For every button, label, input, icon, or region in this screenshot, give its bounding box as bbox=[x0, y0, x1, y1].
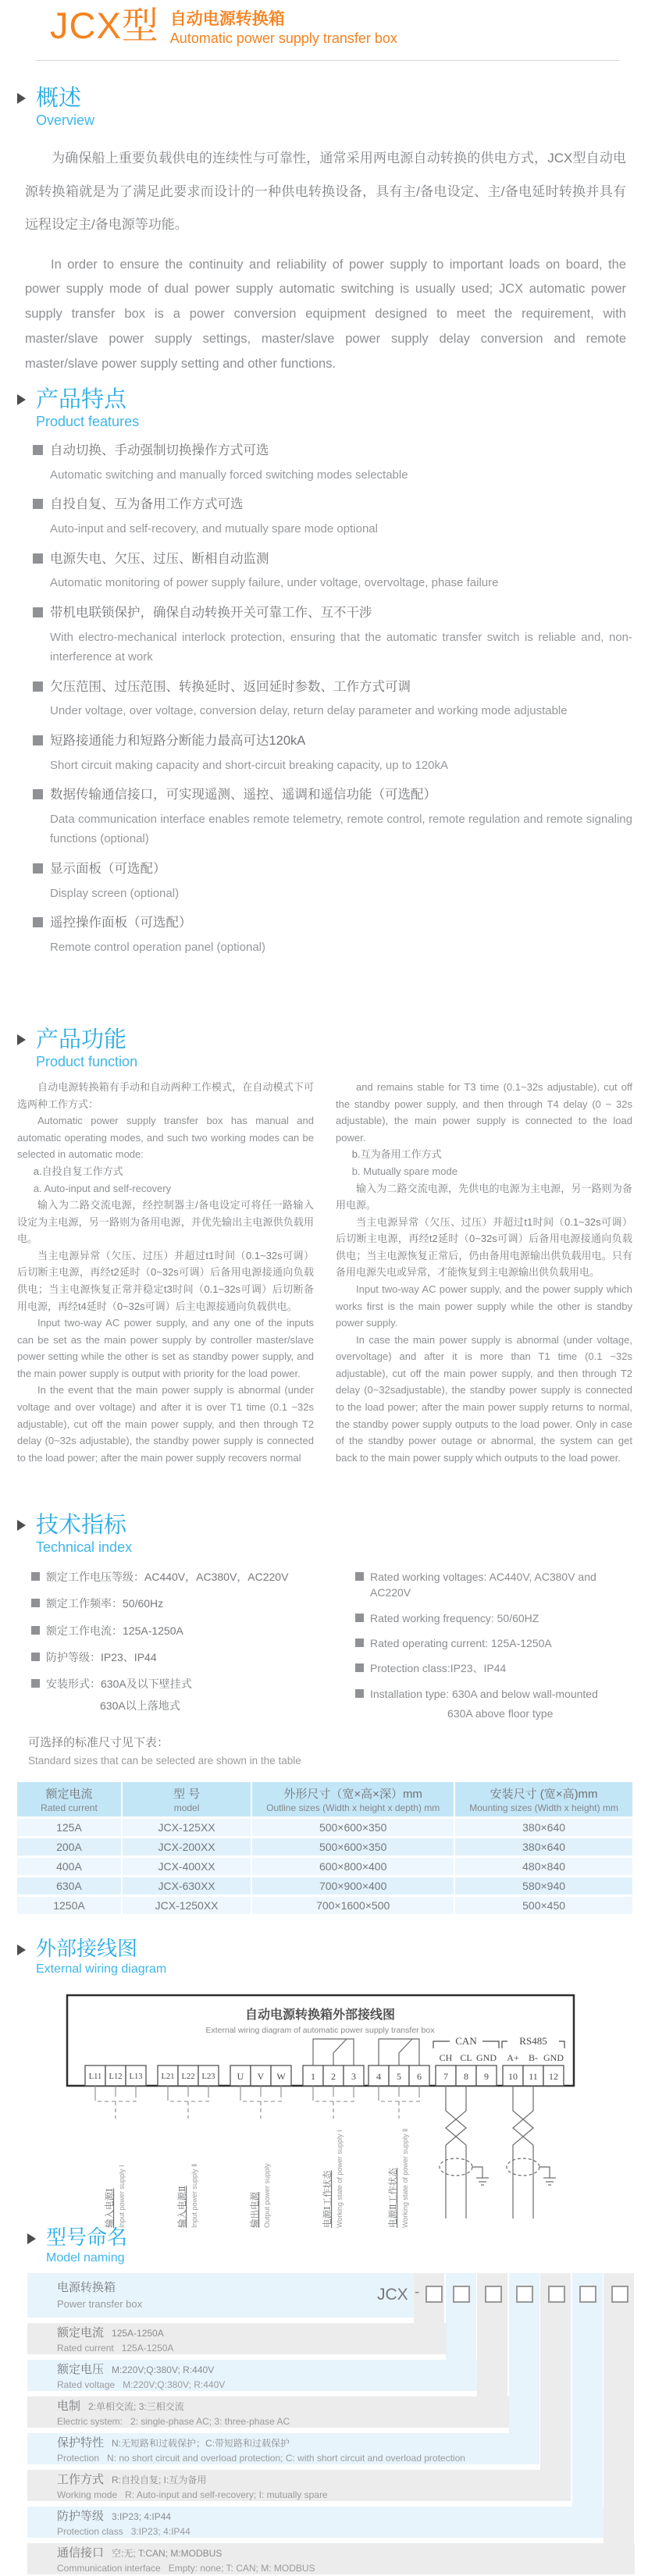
pin-label: B- bbox=[529, 2052, 538, 2064]
model-row: 电源转换箱 Power transfer box bbox=[27, 2273, 414, 2318]
square-bullet-icon bbox=[33, 445, 43, 455]
square-bullet-icon bbox=[355, 1663, 364, 1672]
spec-item: 额定工作电流：125A-1250A bbox=[31, 1623, 355, 1638]
functions-columns bbox=[17, 1079, 632, 1500]
group-label-en: Output power supply bbox=[263, 2163, 271, 2229]
table-header-row bbox=[17, 1782, 632, 1816]
paragraph: a.自投自复工作方式 bbox=[33, 1165, 123, 1177]
group-label-en: Working state of power supply Ⅰ bbox=[336, 2129, 344, 2229]
spec-item: Rated operating current: 125A-1250A bbox=[355, 1635, 628, 1651]
diagram-title-zh: 自动电源转换箱外部接线图 bbox=[244, 2008, 396, 2023]
feature-item-en: Automatic monitoring of power supply failure, under voltage, overvoltage, phase failure bbox=[50, 576, 499, 590]
group-labels bbox=[104, 2129, 409, 2228]
section-model-naming bbox=[27, 2226, 635, 2574]
col-header: 额定电流 Rated current bbox=[17, 1782, 121, 1816]
feature-item: 短路接通能力和短路分断能力最高可达120kA bbox=[33, 731, 632, 751]
technical-heading-zh: 技术指标 bbox=[36, 1513, 127, 1538]
spec-item: Installation type: 630A and below wall-mounted bbox=[355, 1686, 628, 1702]
group-label-zh: 输入电源Ⅰ bbox=[105, 2188, 115, 2229]
table-row: 200A JCX-200XX 500×600×350 380×640 bbox=[17, 1838, 632, 1856]
spec-item: Protection class:IP23、IP44 bbox=[355, 1660, 628, 1676]
model-digit-box bbox=[453, 2286, 470, 2303]
square-bullet-icon bbox=[355, 1572, 364, 1581]
paragraph: Input two-way AC power supply, and any one of the inputs can be set as the main power supply by controller master/slave power setting while the other is set as standby power supply, and the main power supply is output with priority for the load power. bbox=[17, 1317, 314, 1379]
section-technical bbox=[17, 1513, 632, 1767]
square-bullet-icon bbox=[33, 789, 43, 799]
paragraph: Input two-way AC power supply, and the power supply which works first is the main power supply while the other is standby power supply. bbox=[336, 1283, 632, 1329]
group-label-en: Working state of power supply Ⅱ bbox=[401, 2128, 409, 2229]
model-digit-box bbox=[425, 2286, 443, 2303]
feature-item-en: With electro-mechanical interlock protection, ensuring that the automatic transfer switch is reliable and, non-interference at work bbox=[50, 630, 632, 664]
terminal-label: L22 bbox=[181, 2073, 195, 2082]
terminal-label: L23 bbox=[201, 2073, 215, 2082]
table-row: 400A JCX-400XX 600×800×400 480×840 bbox=[17, 1858, 632, 1875]
technical-list-en bbox=[355, 1569, 628, 1721]
model-prefix: JCX bbox=[377, 2286, 408, 2304]
pin-label: A+ bbox=[507, 2052, 519, 2064]
paragraph: In case the main power supply is abnormal (under voltage, overvoltage) and after it is more than T1 time (0.1 ~32s adjustable), cut off the main power supply, and then through T2 delay (0~32sadjustable), the standby power supply is connected to the load power; after the main power supply returns to normal, the standby power supply outputs to the load power. Only in case of the standby power outage or abnormal, the system can get back to the main power supply which outputs to the load power. bbox=[336, 1333, 632, 1464]
technical-heading-en: Technical index bbox=[36, 1539, 133, 1556]
pin-label: CL bbox=[460, 2052, 472, 2064]
feature-item-en: Display screen (optional) bbox=[50, 886, 180, 900]
model-row: 通信接口 空:无; T:CAN; M:MODBUS Communication interface Empty: none; T: CAN; M: MODBUS bbox=[27, 2543, 635, 2574]
table-note-zh: 可选择的标准尺寸见下表： bbox=[28, 1736, 169, 1750]
spec-item: 安装形式：630A及以下壁挂式 bbox=[31, 1676, 355, 1692]
technical-columns bbox=[17, 1569, 632, 1721]
product-model-title: JCX型 bbox=[50, 5, 159, 46]
terminal-label: L11 bbox=[88, 2073, 102, 2082]
terminal-label: U bbox=[237, 2071, 244, 2083]
bus-label: RS485 bbox=[519, 2035, 547, 2048]
group-label-zh: 电源Ⅱ工作状态 bbox=[389, 2168, 398, 2229]
square-bullet-icon bbox=[33, 499, 43, 509]
model-heading bbox=[27, 2226, 635, 2265]
feature-item: 欠压范围、过压范围、转换延时、返回延时参数、工作方式可调 bbox=[33, 678, 632, 697]
terminal-label: L13 bbox=[129, 2073, 143, 2082]
terminal-label: L12 bbox=[109, 2073, 123, 2082]
terminal-strip bbox=[85, 2065, 564, 2086]
technical-list-zh bbox=[31, 1569, 355, 1721]
spec-item: Rated working frequency: 50/60HZ bbox=[355, 1610, 628, 1626]
model-row: 额定电流 125A-1250A Rated current 125A-1250A bbox=[27, 2323, 447, 2354]
square-bullet-icon bbox=[33, 863, 43, 873]
model-digit-column bbox=[603, 2273, 634, 2574]
spec-item-extra: 630A above floor type bbox=[447, 1706, 554, 1720]
functions-heading bbox=[17, 1027, 632, 1071]
terminal-label: W bbox=[276, 2071, 286, 2083]
feature-item: 遥控操作面板（可选配） bbox=[33, 913, 632, 933]
overview-heading-en: Overview bbox=[36, 112, 95, 129]
triangle-right-icon bbox=[17, 93, 26, 104]
model-digit-box bbox=[579, 2286, 596, 2303]
overview-heading bbox=[17, 86, 632, 130]
table-note-en: Standard sizes that can be selected are shown in the table bbox=[28, 1755, 301, 1767]
feature-item-en: Auto-input and self-recovery, and mutually spare mode optional bbox=[50, 522, 378, 536]
product-title-en: Automatic power supply transfer box bbox=[169, 30, 397, 47]
product-title-zh: 自动电源转换箱 bbox=[169, 10, 285, 28]
paragraph: In the event that the main power supply is abnormal (under voltage and over voltage) and after it is over T1 time (0.1 ~32s adjustable), cut off the main power supply, and then through T2 delay (0~32s adjustable), the standby power supply is connected to the load power; after the main power supply recovers normal bbox=[17, 1384, 314, 1464]
size-table bbox=[16, 1780, 634, 1916]
feature-item: 电源失电、欠压、过压、断相自动监测 bbox=[33, 550, 632, 569]
overview-paragraph-zh: 为确保船上重要负载供电的连续性与可靠性，通常采用两电源自动转换的供电方式，JCX型自动电源转换箱就是为了满足此要求而设计的一种供电转换设备，具有主/备电设定、主/备电延时转换并具有远程设定主/备电源等功能。 bbox=[25, 151, 626, 233]
model-digit-box bbox=[611, 2286, 628, 2303]
paragraph: 当主电源异常（欠压、过压）并超过t1时间（0.1~32s可调）后切断主电源，再经t2延时（0~32s可调）后备用电源接通向负载供电；当主电源恢复正常并稳定t3时间（0.1~32s可调）后切断备用电源，再经t4延时（0~32s可调）后主电源接通向负载供电。 bbox=[17, 1249, 314, 1312]
header-divider bbox=[35, 60, 619, 61]
paragraph: a. Auto-input and self-recovery bbox=[33, 1182, 172, 1194]
functions-heading-en: Product function bbox=[36, 1054, 138, 1070]
wiring-heading-zh: 外部接线图 bbox=[36, 1937, 138, 1960]
square-bullet-icon bbox=[33, 917, 43, 927]
features-heading-zh: 产品特点 bbox=[36, 387, 127, 412]
square-bullet-icon bbox=[33, 681, 43, 692]
technical-heading bbox=[17, 1513, 632, 1557]
square-bullet-icon bbox=[355, 1638, 364, 1647]
terminal-label: 2 bbox=[331, 2071, 336, 2083]
terminal-label: 11 bbox=[529, 2071, 538, 2083]
diagram-title-en: External wiring diagram of automatic power supply transfer box bbox=[205, 2026, 435, 2036]
square-bullet-icon bbox=[31, 1653, 40, 1661]
model-row: 保护特性 N:无短路和过载保护；C:带短路和过载保护 Protection N: no short circuit and overload protection; C: with short circuit and overload protection bbox=[27, 2433, 539, 2464]
feature-item-en: Data communication interface enables remote telemetry, remote control, remote regulation and remote signaling functions (optional) bbox=[50, 812, 632, 846]
model-digit-box bbox=[548, 2286, 565, 2303]
spec-item: 防护等级：IP23、IP44 bbox=[31, 1649, 355, 1665]
pin-label: CH bbox=[439, 2052, 453, 2064]
feature-item-en: Under voltage, over voltage, conversion delay, return delay parameter and working mode adjustable bbox=[50, 704, 568, 718]
feature-item: 自投自复、互为备用工作方式可选 bbox=[33, 495, 632, 514]
switch-symbol bbox=[313, 2039, 419, 2065]
terminal-label: 1 bbox=[311, 2071, 315, 2083]
paragraph: Automatic power supply transfer box has manual and automatic operating modes, and such two working modes can be selected in automatic mode: bbox=[17, 1115, 314, 1161]
group-label-zh: 电源Ⅰ工作状态 bbox=[323, 2170, 333, 2229]
terminal-label: 10 bbox=[508, 2071, 518, 2083]
functions-left-column bbox=[17, 1079, 314, 1500]
triangle-right-icon bbox=[27, 2233, 36, 2244]
triangle-right-icon bbox=[17, 1944, 26, 1955]
col-header: 安装尺寸 (宽×高)mm Mounting sizes (Width x height) mm bbox=[455, 1782, 632, 1816]
feature-item: 显示面板（可选配） bbox=[33, 859, 632, 879]
spec-item-extra: 630A以上落地式 bbox=[100, 1699, 180, 1712]
model-row: 防护等级 3:IP23; 4:IP44 Protection class 3:IP23; 4:IP44 bbox=[27, 2507, 603, 2538]
square-bullet-icon bbox=[33, 553, 43, 564]
table-row: 125A JCX-125XX 500×600×350 380×640 bbox=[17, 1819, 632, 1836]
overview-paragraph-en: In order to ensure the continuity and reliability of power supply to important loads on board, the power supply mode of dual power supply automatic switching is usually used; JCX automatic power supply transfer box is a power conversion equipment designed to meet the requirement, with master/slave power supply settings, master/slave power supply delay conversion and remote master/slave power supply setting and other functions. bbox=[25, 257, 626, 371]
spec-item: 额定工作频率：50/60Hz bbox=[31, 1596, 355, 1611]
feature-item: 带机电联锁保护，确保自动转换开关可靠工作、互不干涉 bbox=[33, 603, 632, 623]
features-list bbox=[33, 441, 632, 957]
square-bullet-icon bbox=[33, 607, 43, 617]
paragraph: b.互为备用工作方式 bbox=[351, 1148, 442, 1161]
terminal-label: 9 bbox=[484, 2071, 489, 2083]
overview-heading-zh: 概述 bbox=[36, 86, 82, 111]
group-label-zh: 输入电源Ⅱ bbox=[178, 2186, 187, 2229]
product-title-block bbox=[170, 9, 397, 48]
model-digit-column bbox=[572, 2273, 603, 2538]
feature-item-en: Short circuit making capacity and short-circuit breaking capacity, up to 120kA bbox=[50, 758, 448, 772]
section-wiring bbox=[17, 1937, 632, 2231]
group-brackets bbox=[95, 2086, 419, 2119]
triangle-right-icon bbox=[17, 1034, 26, 1045]
features-heading-en: Product features bbox=[36, 414, 140, 430]
feature-item-en: Remote control operation panel (optional) bbox=[50, 940, 265, 954]
spec-item: 额定工作电压等级：AC440V，AC380V，AC220V bbox=[31, 1569, 355, 1585]
pin-label: GND bbox=[543, 2052, 564, 2064]
terminal-label: 7 bbox=[443, 2071, 448, 2083]
square-bullet-icon bbox=[31, 1599, 40, 1607]
section-overview bbox=[17, 86, 632, 377]
group-label-en: Input power supply Ⅰ bbox=[118, 2165, 126, 2229]
table-row: 1250A JCX-1250XX 700×1600×500 500×450 bbox=[17, 1897, 632, 1914]
model-digit-column bbox=[540, 2273, 571, 2501]
square-bullet-icon bbox=[31, 1572, 40, 1581]
triangle-right-icon bbox=[17, 1520, 26, 1531]
model-digit-box bbox=[516, 2286, 533, 2303]
terminal-label: V bbox=[257, 2071, 265, 2083]
functions-heading-zh: 产品功能 bbox=[36, 1027, 127, 1052]
model-row: 额定电压 M:220V;Q:380V; R:440V Rated voltage M:220V;Q:380V; R:440V bbox=[27, 2360, 477, 2391]
dash-separator: - bbox=[415, 2284, 420, 2301]
square-bullet-icon bbox=[31, 1626, 40, 1635]
model-heading-en: Model naming bbox=[46, 2251, 125, 2265]
square-bullet-icon bbox=[33, 735, 43, 745]
feature-item: 自动切换、手动强制切换操作方式可选 bbox=[33, 441, 632, 461]
paragraph: and remains stable for T3 time (0.1~32s adjustable), cut off the standby power supply, and then through T4 delay (0 ~ 32s adjustable), the main power supply is connected to the load power. bbox=[336, 1081, 632, 1144]
bus-label: CAN bbox=[455, 2035, 477, 2048]
triangle-right-icon bbox=[17, 394, 26, 405]
paragraph: 当主电源异常（欠压、过压）并超过t1时间（0.1~32s可调）后切断主电源，再经t2延时（0~32s可调）后备用电源接通向负载供电；当主电源恢复正常后，仍由备用电源输出供负载用电。只有备用电源失电或异常，才能恢复到主电源输出供负载用电。 bbox=[336, 1215, 632, 1279]
model-naming-diagram bbox=[27, 2273, 635, 2574]
feature-item-en: Automatic switching and manually forced switching modes selectable bbox=[50, 468, 408, 482]
col-header: 外形尺寸（宽×高×深）mm Outline sizes (Width x height x depth) mm bbox=[252, 1782, 454, 1816]
pin-label: GND bbox=[476, 2052, 497, 2064]
page-header bbox=[50, 5, 397, 48]
section-features bbox=[17, 387, 632, 957]
model-row: 工作方式 R:自投自复; I:互为备用 Working mode R: Auto-input and self-recovery; I: mutually spare bbox=[27, 2470, 570, 2501]
functions-right-column bbox=[336, 1079, 632, 1500]
terminal-label: 12 bbox=[549, 2071, 558, 2083]
section-functions bbox=[17, 1027, 632, 1511]
paragraph: 自动电源转换箱有手动和自动两种工作模式，在自动模式下可选两种工作方式： bbox=[17, 1081, 314, 1110]
table-row: 630A JCX-630XX 700×900×400 580×940 bbox=[17, 1877, 632, 1895]
model-digit-box bbox=[485, 2286, 502, 2303]
section-size-table bbox=[16, 1780, 634, 1916]
terminal-label: 5 bbox=[397, 2071, 401, 2083]
square-bullet-icon bbox=[355, 1689, 364, 1698]
wiring-heading-en: External wiring diagram bbox=[36, 1962, 167, 1976]
paragraph: b. Mutually spare mode bbox=[351, 1165, 458, 1177]
terminal-label: 8 bbox=[464, 2071, 468, 2083]
paragraph: 输入为二路交流电源，先供电的电源为主电源，另一路则为备用电源。 bbox=[336, 1182, 632, 1212]
terminal-label: 3 bbox=[351, 2071, 356, 2083]
square-bullet-icon bbox=[355, 1614, 364, 1622]
square-bullet-icon bbox=[31, 1679, 40, 1688]
twisted-pair-cables bbox=[440, 2086, 556, 2218]
model-heading-zh: 型号命名 bbox=[46, 2226, 128, 2249]
model-row: 电制 2:单相交流; 3:三相交流 Electric system: 2: single-phase AC; 3: three-phase AC bbox=[27, 2396, 509, 2428]
spec-item: Rated working voltages: AC440V, AC380V and AC220V bbox=[355, 1569, 628, 1601]
feature-item: 数据传输通信接口，可实现遥测、遥控、遥调和遥信功能（可选配） bbox=[33, 785, 632, 805]
terminal-label: 4 bbox=[376, 2071, 381, 2083]
features-heading bbox=[17, 387, 632, 431]
group-label-en: Input power supply Ⅱ bbox=[190, 2163, 198, 2229]
col-header: 型 号 model bbox=[123, 1782, 251, 1816]
paragraph: 输入为二路交流电源，经控制器主/备电设定可将任一路输入设定为主电源，另一路则为备用电源，并优先输出主电源供负载用电。 bbox=[17, 1199, 314, 1245]
terminal-label: 6 bbox=[417, 2071, 422, 2083]
wiring-diagram bbox=[66, 1987, 577, 2231]
group-label-zh: 输出电源 bbox=[251, 2192, 260, 2229]
terminal-label: L21 bbox=[161, 2073, 175, 2082]
wiring-heading bbox=[17, 1937, 632, 1976]
